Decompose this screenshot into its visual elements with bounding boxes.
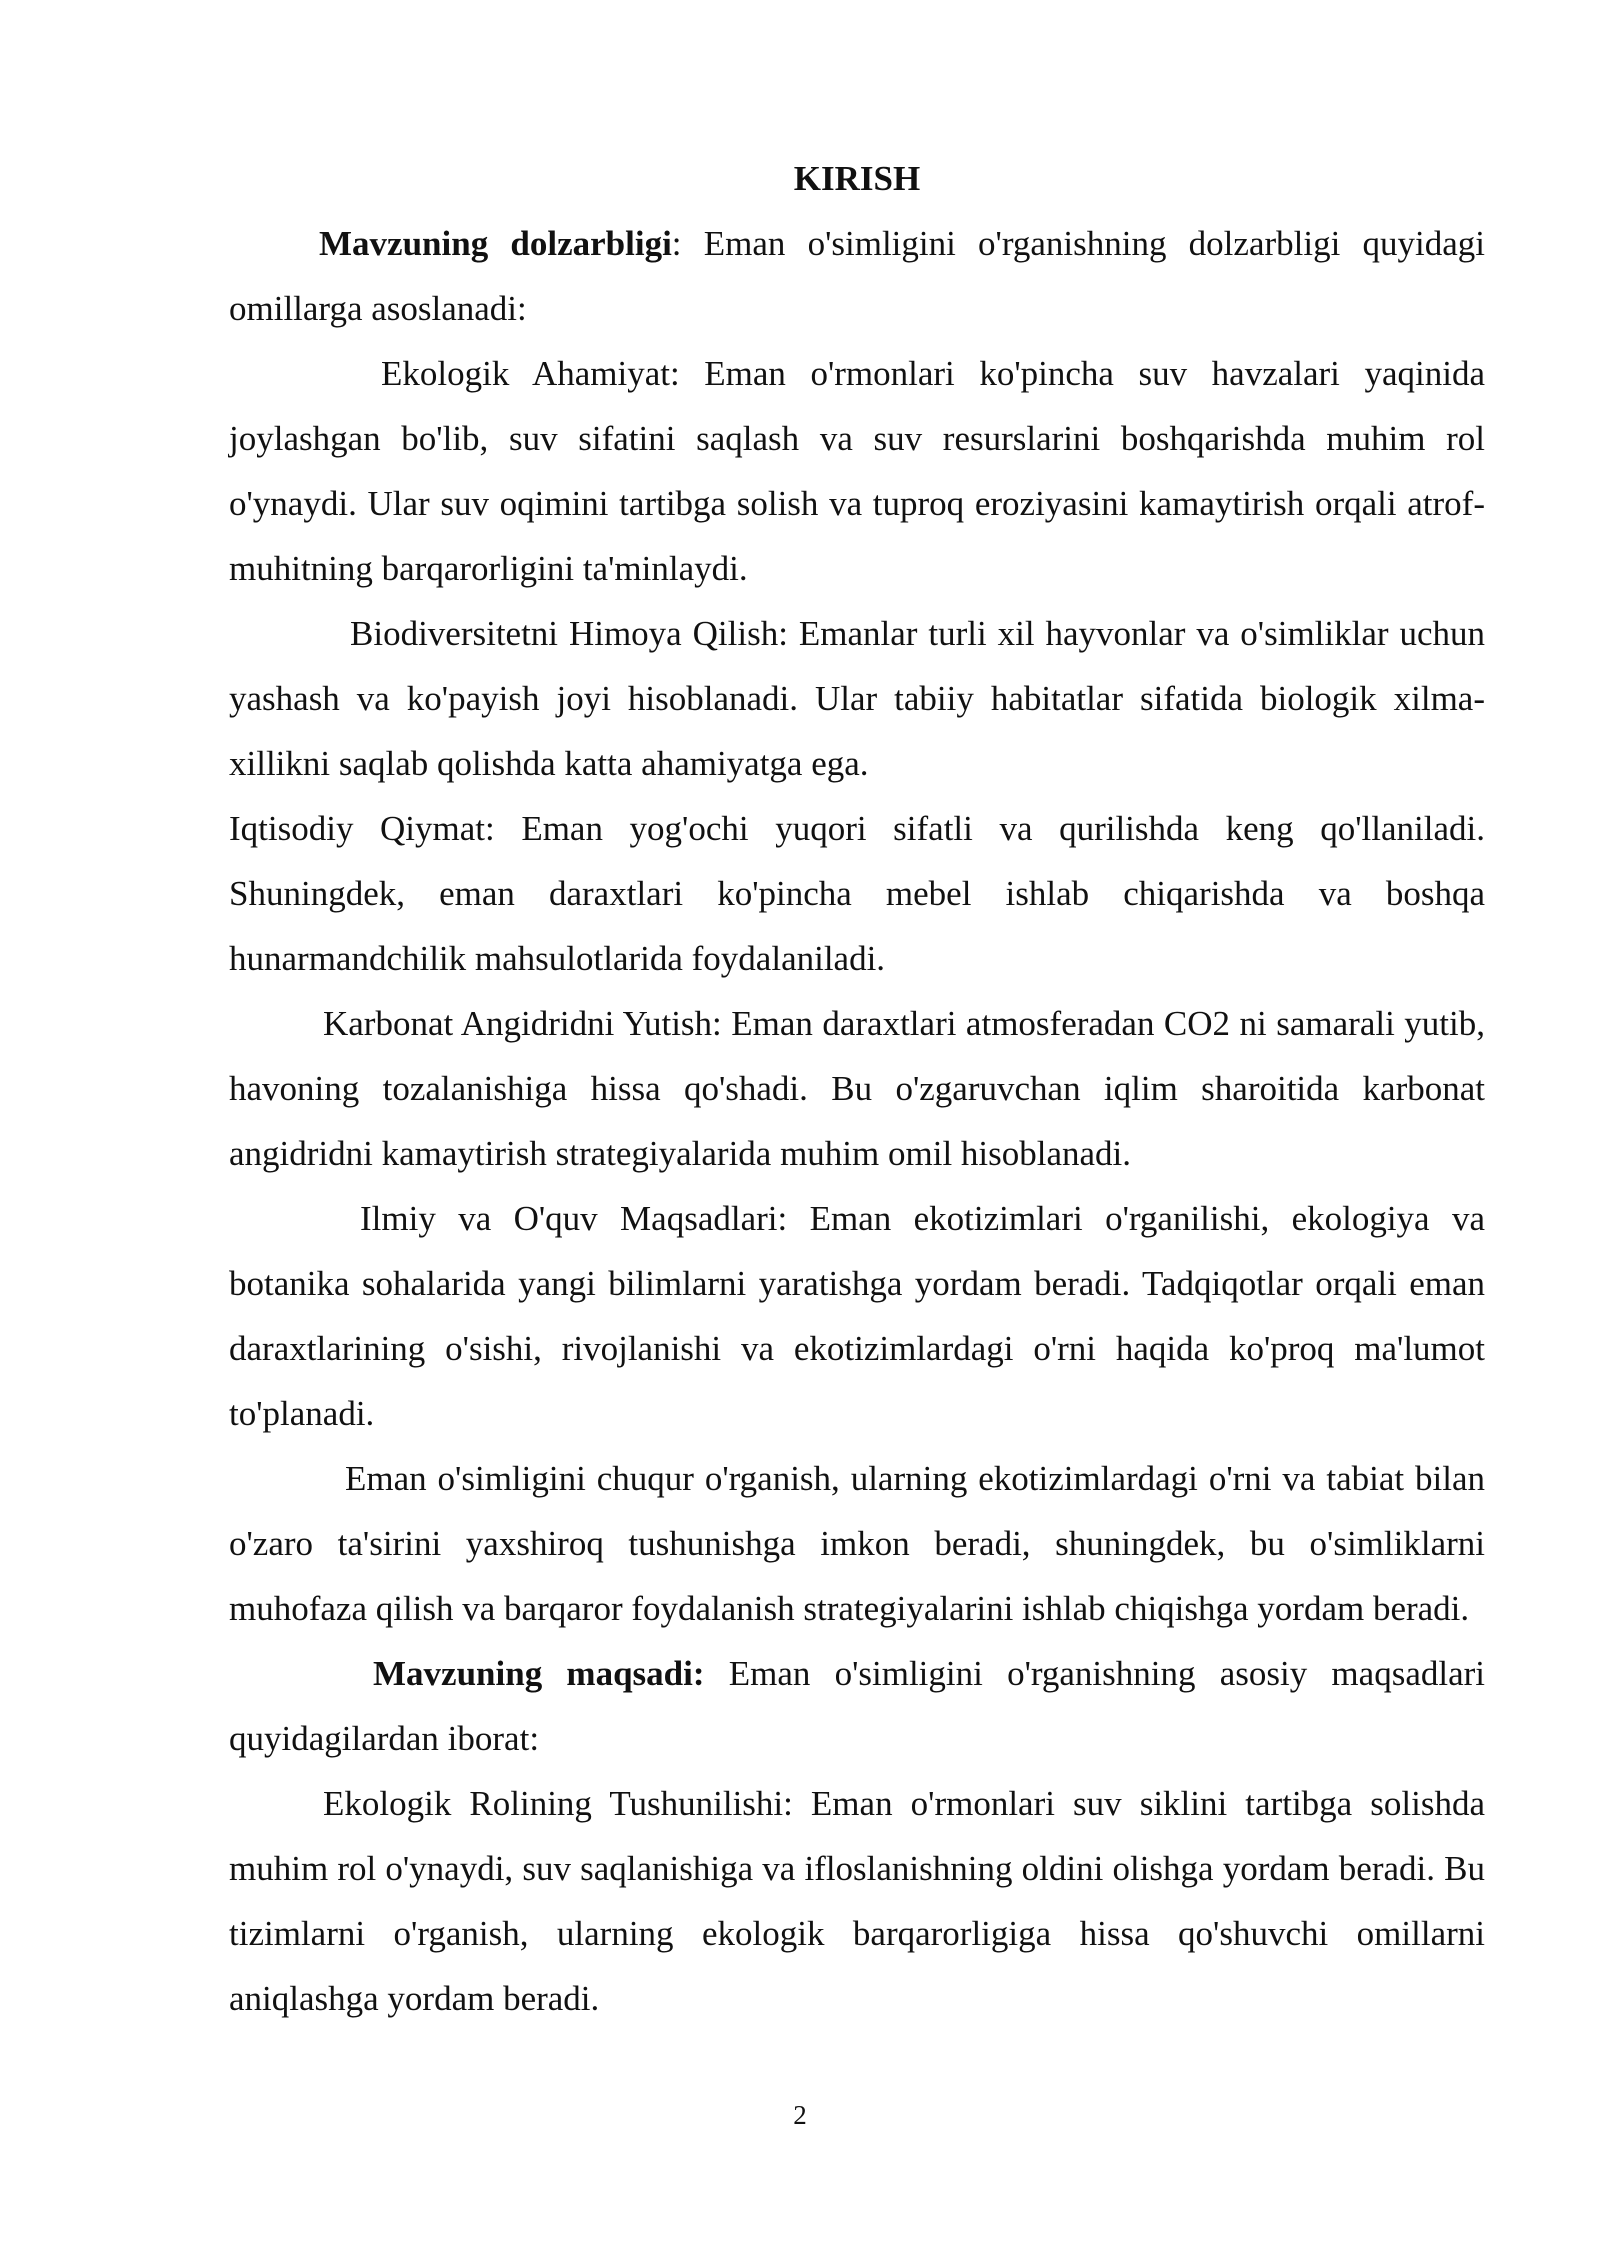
paragraph-text: : Eman o'simligini o'rganishning dolzarbligi quyidagi omillarga asoslanadi: bbox=[229, 224, 1485, 328]
page-body bbox=[229, 146, 1485, 2031]
paragraph-scientific-goals bbox=[229, 1186, 1485, 1446]
paragraph-text: Ekologik Ahamiyat: Eman o'rmonlari ko'pincha suv havzalari yaqinida joylashgan bo'lib, suv sifatini saqlash va suv resurslarini boshqarishda muhim rol o'ynaydi. Ular suv oqimini tartibga solish va tuproq eroziyasini kamaytirish orqali atrof-muhitning barqarorligini ta'minlaydi. bbox=[229, 354, 1485, 588]
section-heading: KIRISH bbox=[793, 159, 921, 198]
paragraph-deep-study bbox=[229, 1446, 1485, 1641]
paragraph-economic-value bbox=[229, 796, 1485, 991]
paragraph-purpose bbox=[229, 1641, 1485, 1771]
paragraph-text: Karbonat Angidridni Yutish: Eman daraxtlari atmosferadan CO2 ni samarali yutib, havoning tozalanishiga hissa qo'shadi. Bu o'zgaruvchan iqlim sharoitida karbonat angidridni kamaytirish strategiyalarida muhim omil hisoblanadi. bbox=[229, 1004, 1485, 1173]
paragraph-relevance bbox=[229, 211, 1485, 341]
paragraph-text: Iqtisodiy Qiymat: Eman yog'ochi yuqori sifatli va qurilishda keng qo'llaniladi. Shuningdek, eman daraxtlari ko'pincha mebel ishlab chiqarishda va boshqa hunarmandchilik mahsulotlarida foydalaniladi. bbox=[229, 809, 1485, 978]
paragraph-text: Ilmiy va O'quv Maqsadlari: Eman ekotizimlari o'rganilishi, ekologiya va botanika sohalarida yangi bilimlarni yaratishga yordam beradi. Tadqiqotlar orqali eman daraxtlarining o'sishi, rivojlanishi va ekotizimlardagi o'rni haqida ko'proq ma'lumot to'planadi. bbox=[229, 1199, 1485, 1433]
paragraph-carbon-absorption bbox=[229, 991, 1485, 1186]
paragraph-text: Eman o'simligini o'rganishning asosiy maqsadlari quyidagilardan iborat: bbox=[229, 1654, 1485, 1758]
paragraph-ecological-importance bbox=[229, 341, 1485, 601]
paragraph-lead: Mavzuning maqsadi: bbox=[373, 1654, 705, 1693]
page-number: 2 bbox=[793, 2100, 807, 2130]
paragraph-lead: Mavzuning dolzarbligi bbox=[319, 224, 672, 263]
paragraph-text: Eman o'simligini chuqur o'rganish, ularning ekotizimlardagi o'rni va tabiat bilan o'zaro ta'sirini yaxshiroq tushunishga imkon beradi, shuningdek, bu o'simliklarni muhofaza qilish va barqaror foydalanish strategiyalarini ishlab chiqishga yordam beradi. bbox=[229, 1459, 1485, 1628]
paragraph-biodiversity bbox=[229, 601, 1485, 796]
paragraph-ecological-role bbox=[229, 1771, 1485, 2031]
paragraph-text: Ekologik Rolining Tushunilishi: Eman o'rmonlari suv siklini tartibga solishda muhim rol o'ynaydi, suv saqlanishiga va ifloslanishning oldini olishga yordam beradi. Bu tizimlarni o'rganish, ularning ekologik barqarorligiga hissa qo'shuvchi omillarni aniqlashga yordam beradi. bbox=[229, 1784, 1485, 2018]
paragraph-text: Biodiversitetni Himoya Qilish: Emanlar turli xil hayvonlar va o'simliklar uchun yashash va ko'payish joyi hisoblanadi. Ular tabiiy habitatlar sifatida biologik xilma-xillikni saqlab qolishda katta ahamiyatga ega. bbox=[229, 614, 1485, 783]
